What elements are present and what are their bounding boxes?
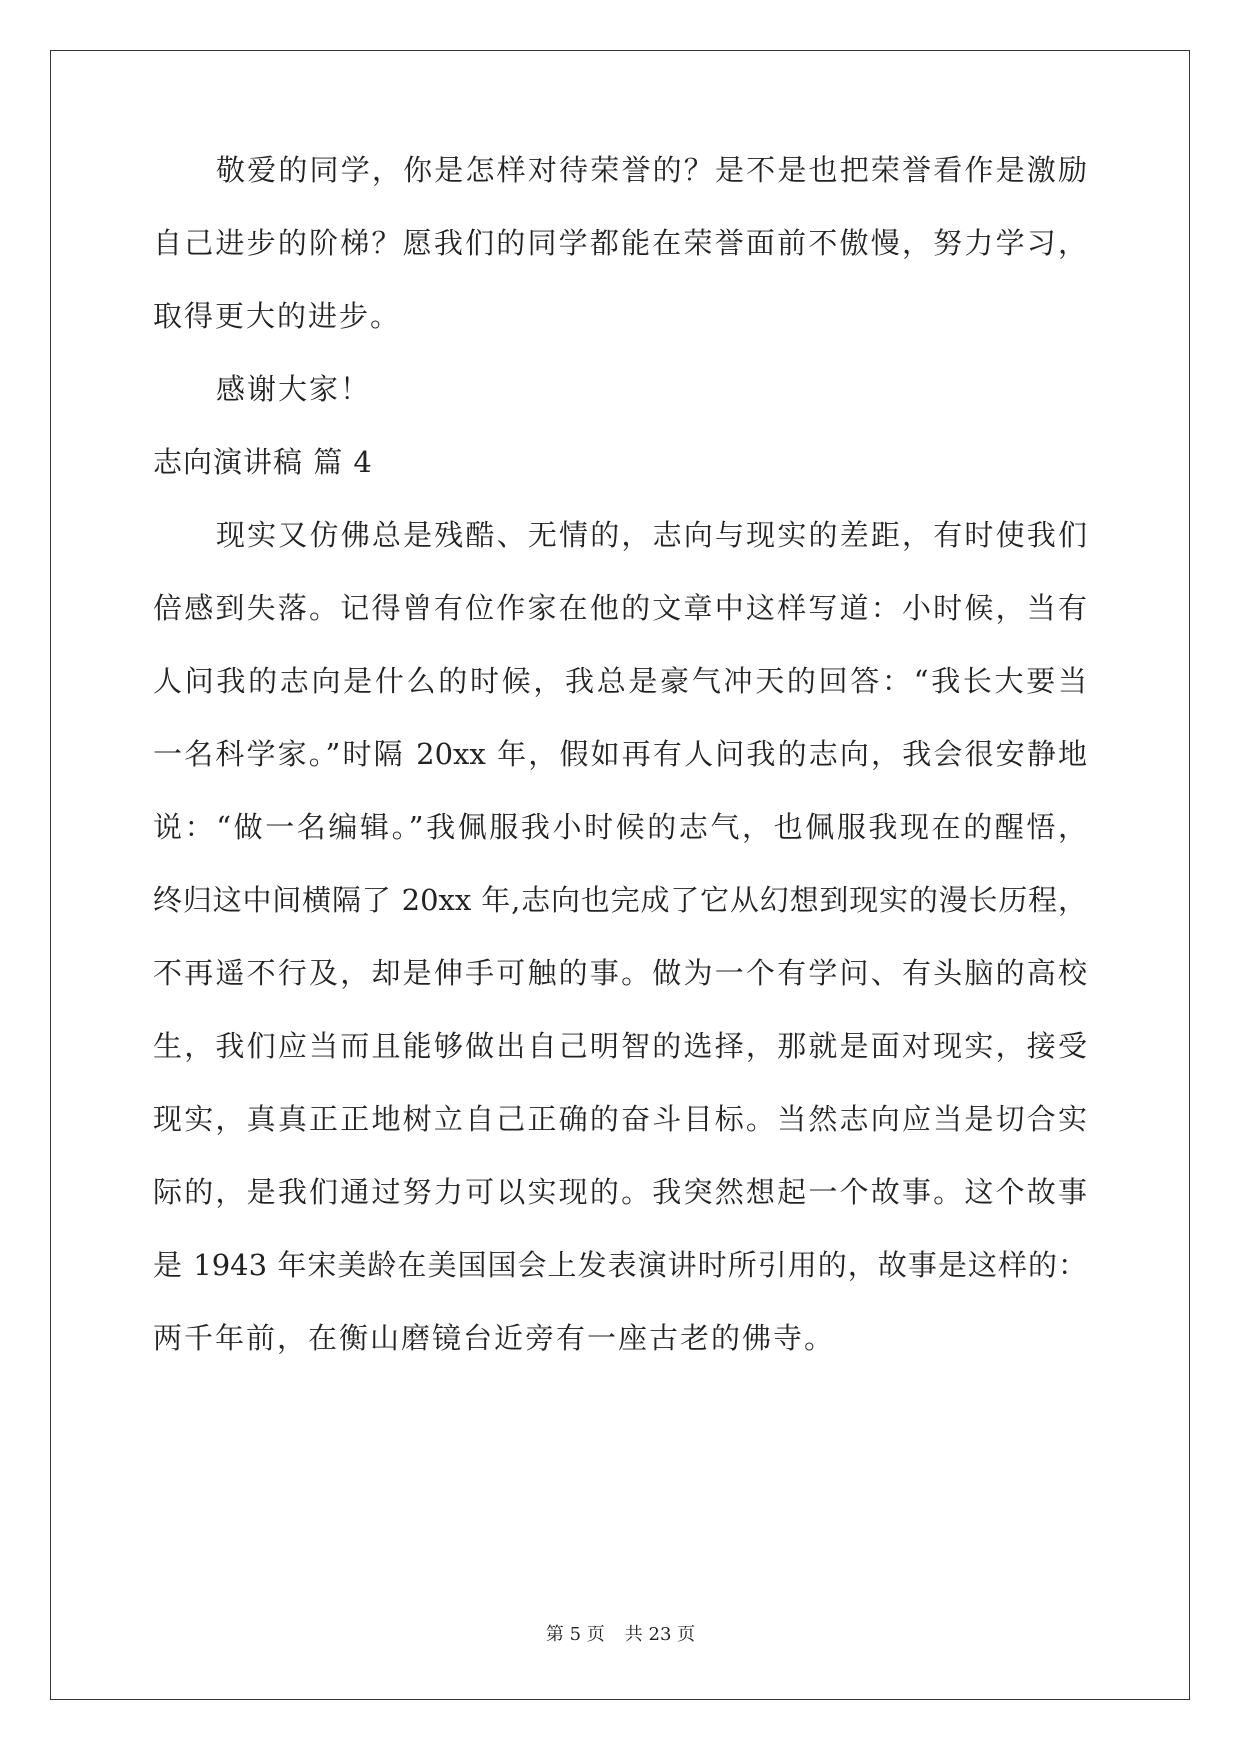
page-number: 第 5 页 bbox=[545, 1624, 605, 1645]
paragraph-line: 是 1943 年宋美龄在美国国会上发表演讲时所引用的，故事是这样的： bbox=[153, 1248, 1087, 1282]
paragraph-line: 感谢大家！ bbox=[216, 372, 372, 406]
paragraph-line: 现实，真真正正地树立自己正确的奋斗目标。当然志向应当是切合实 bbox=[153, 1102, 1087, 1136]
paragraph-line: 取得更大的进步。 bbox=[153, 299, 402, 333]
paragraph-line: 生，我们应当而且能够做出自己明智的选择，那就是面对现实，接受 bbox=[153, 1029, 1087, 1063]
page-total: 共 23 页 bbox=[624, 1624, 696, 1645]
paragraph-line: 不再遥不行及，却是伸手可触的事。做为一个有学问、有头脑的高校 bbox=[153, 956, 1087, 990]
paragraph-line: 终归这中间横隔了 20xx 年,志向也完成了它从幻想到现实的漫长历程， bbox=[153, 883, 1087, 917]
paragraph-line: 人问我的志向是什么的时候，我总是豪气冲天的回答：“我长大要当 bbox=[153, 664, 1087, 698]
paragraph-line: 际的，是我们通过努力可以实现的。我突然想起一个故事。这个故事 bbox=[153, 1175, 1087, 1209]
paragraph-line: 两千年前，在衡山磨镜台近旁有一座古老的佛寺。 bbox=[153, 1321, 836, 1355]
paragraph-line: 倍感到失落。记得曾有位作家在他的文章中这样写道：小时候，当有 bbox=[153, 591, 1087, 625]
paragraph-line: 说：“做一名编辑。”我佩服我小时候的志气，也佩服我现在的醒悟， bbox=[153, 810, 1087, 844]
paragraph-line: 现实又仿佛总是残酷、无情的，志向与现实的差距，有时使我们 bbox=[216, 518, 1087, 552]
paragraph-line: 自己进步的阶梯？愿我们的同学都能在荣誉面前不傲慢，努力学习， bbox=[153, 226, 1087, 260]
paragraph-line: 一名科学家。”时隔 20xx 年，假如再有人问我的志向，我会很安静地 bbox=[153, 737, 1087, 771]
page-footer bbox=[0, 1620, 1241, 1646]
section-heading: 志向演讲稿 篇 4 bbox=[153, 445, 373, 479]
paragraph-line: 敬爱的同学，你是怎样对待荣誉的？是不是也把荣誉看作是激励 bbox=[216, 153, 1087, 187]
